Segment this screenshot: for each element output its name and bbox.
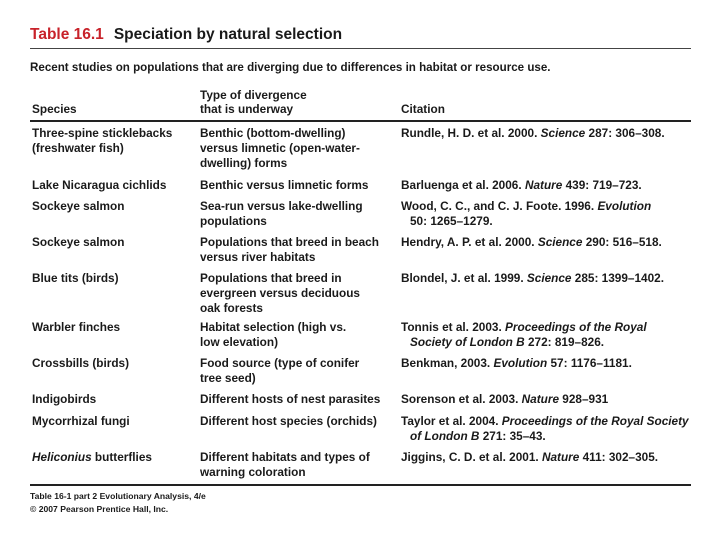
header-divergence-line1: Type of divergence [200,88,307,102]
divergence-line: Different hosts of nest parasites [200,392,381,406]
citation-journal: Proceedings of the Royal [505,320,647,334]
citation-line: Barluenga et al. 2006. Nature 439: 719–723. [401,178,642,192]
divergence-cell [200,199,400,229]
citation-journal: of London B [410,429,480,443]
divergence-line: Populations that breed in beach [200,235,379,249]
divergence-cell [200,235,400,265]
divergence-cell [200,450,400,480]
header-divergence-line2: that is underway [200,102,294,116]
citation-cell [401,392,691,407]
citation-line: Hendry, A. P. et al. 2000. Science 290: 516–518. [401,235,662,249]
species-line: Heliconius butterflies [32,450,152,464]
table-title-text: Speciation by natural selection [113,26,343,43]
species-line: Sockeye salmon [32,235,125,249]
table-title [30,26,342,44]
citation-cell [401,199,691,229]
header-citation: Citation [401,102,445,116]
species-line: Indigobirds [32,392,97,406]
citation-cell [401,271,691,286]
citation-line: Benkman, 2003. Evolution 57: 1176–1181. [401,356,632,370]
divergence-line: Different host species (orchids) [200,414,377,428]
citation-journal: Nature [521,392,560,406]
divergence-cell [200,356,400,386]
citation-journal: Nature [524,178,563,192]
species-line: Sockeye salmon [32,199,125,213]
citation-cell [401,320,691,350]
divergence-line: versus river habitats [200,250,316,264]
citation-journal: Evolution [597,199,652,213]
citation-line: Wood, C. C., and C. J. Foote. 1996. Evolution [401,199,652,213]
species-cell [32,320,192,335]
citation-cell [401,450,691,465]
species-cell [32,126,192,156]
citation-journal: Proceedings of the Royal Society [501,414,689,428]
species-line: (freshwater fish) [32,141,124,155]
citation-line: Society of London B 272: 819–826. [410,335,605,349]
citation-cell [401,414,691,444]
species-line: Warbler finches [32,320,121,334]
citation-line: of London B 271: 35–43. [410,429,546,443]
header-species: Species [32,102,77,116]
divergence-cell [200,392,400,407]
table-intro: Recent studies on populations that are diverging due to differences in habitat or resource use. [30,61,551,74]
divergence-line: tree seed) [200,371,256,385]
divergence-line: Food source (type of conifer [200,356,360,370]
citation-journal: Science [537,235,583,249]
species-line: Blue tits (birds) [32,271,119,285]
citation-journal: Nature [541,450,580,464]
citation-line: Sorenson et al. 2003. Nature 928–931 [401,392,609,406]
species-cell [32,356,192,371]
citation-cell [401,178,691,193]
footer-copyright: © 2007 Pearson Prentice Hall, Inc. [30,504,169,514]
divergence-line: Benthic (bottom-dwelling) [200,126,346,140]
footer-source: Table 16-1 part 2 Evolutionary Analysis, 4/e [30,491,206,501]
citation-cell [401,235,691,250]
species-cell [32,392,192,407]
species-cell [32,178,192,193]
citation-journal: Science [540,126,586,140]
header-divergence [200,88,307,116]
citation-line: Blondel, J. et al. 1999. Science 285: 1399–1402. [401,271,664,285]
divergence-line: oak forests [200,301,263,315]
divergence-line: versus limnetic (open-water- [200,141,360,155]
species-genus: Heliconius [32,450,92,464]
divergence-cell [200,271,400,316]
species-cell [32,271,192,286]
species-line: Three-spine sticklebacks [32,126,173,140]
table-bottom-rule [30,484,691,486]
divergence-line: Populations that breed in [200,271,342,285]
divergence-cell [200,126,400,171]
divergence-line: low elevation) [200,335,279,349]
species-line: Crossbills (birds) [32,356,130,370]
divergence-cell [200,414,400,429]
species-cell [32,199,192,214]
divergence-line: Sea-run versus lake-dwelling [200,199,363,213]
divergence-line: evergreen versus deciduous [200,286,360,300]
header-divider [30,120,691,122]
citation-line: Taylor et al. 2004. Proceedings of the Royal Society [401,414,689,428]
citation-journal: Evolution [493,356,548,370]
divergence-line: Habitat selection (high vs. [200,320,347,334]
citation-journal: Society of London B [410,335,525,349]
divergence-line: populations [200,214,267,228]
divergence-line: warning coloration [200,465,306,479]
table-number: Table 16.1 [30,26,104,43]
citation-cell [401,126,691,141]
title-divider [30,48,691,49]
species-cell [32,414,192,429]
divergence-cell [200,178,400,193]
citation-journal: Science [526,271,572,285]
citation-line: Tonnis et al. 2003. Proceedings of the Royal [401,320,647,334]
species-line: Lake Nicaragua cichlids [32,178,167,192]
citation-line: Jiggins, C. D. et al. 2001. Nature 411: 302–305. [401,450,659,464]
citation-line: 50: 1265–1279. [410,214,493,228]
citation-cell [401,356,691,371]
citation-line: Rundle, H. D. et al. 2000. Science 287: 306–308. [401,126,665,140]
divergence-line: Different habitats and types of [200,450,370,464]
divergence-line: dwelling) forms [200,156,288,170]
species-cell [32,235,192,250]
species-cell [32,450,192,465]
divergence-line: Benthic versus limnetic forms [200,178,369,192]
divergence-cell [200,320,400,350]
species-line: Mycorrhizal fungi [32,414,130,428]
